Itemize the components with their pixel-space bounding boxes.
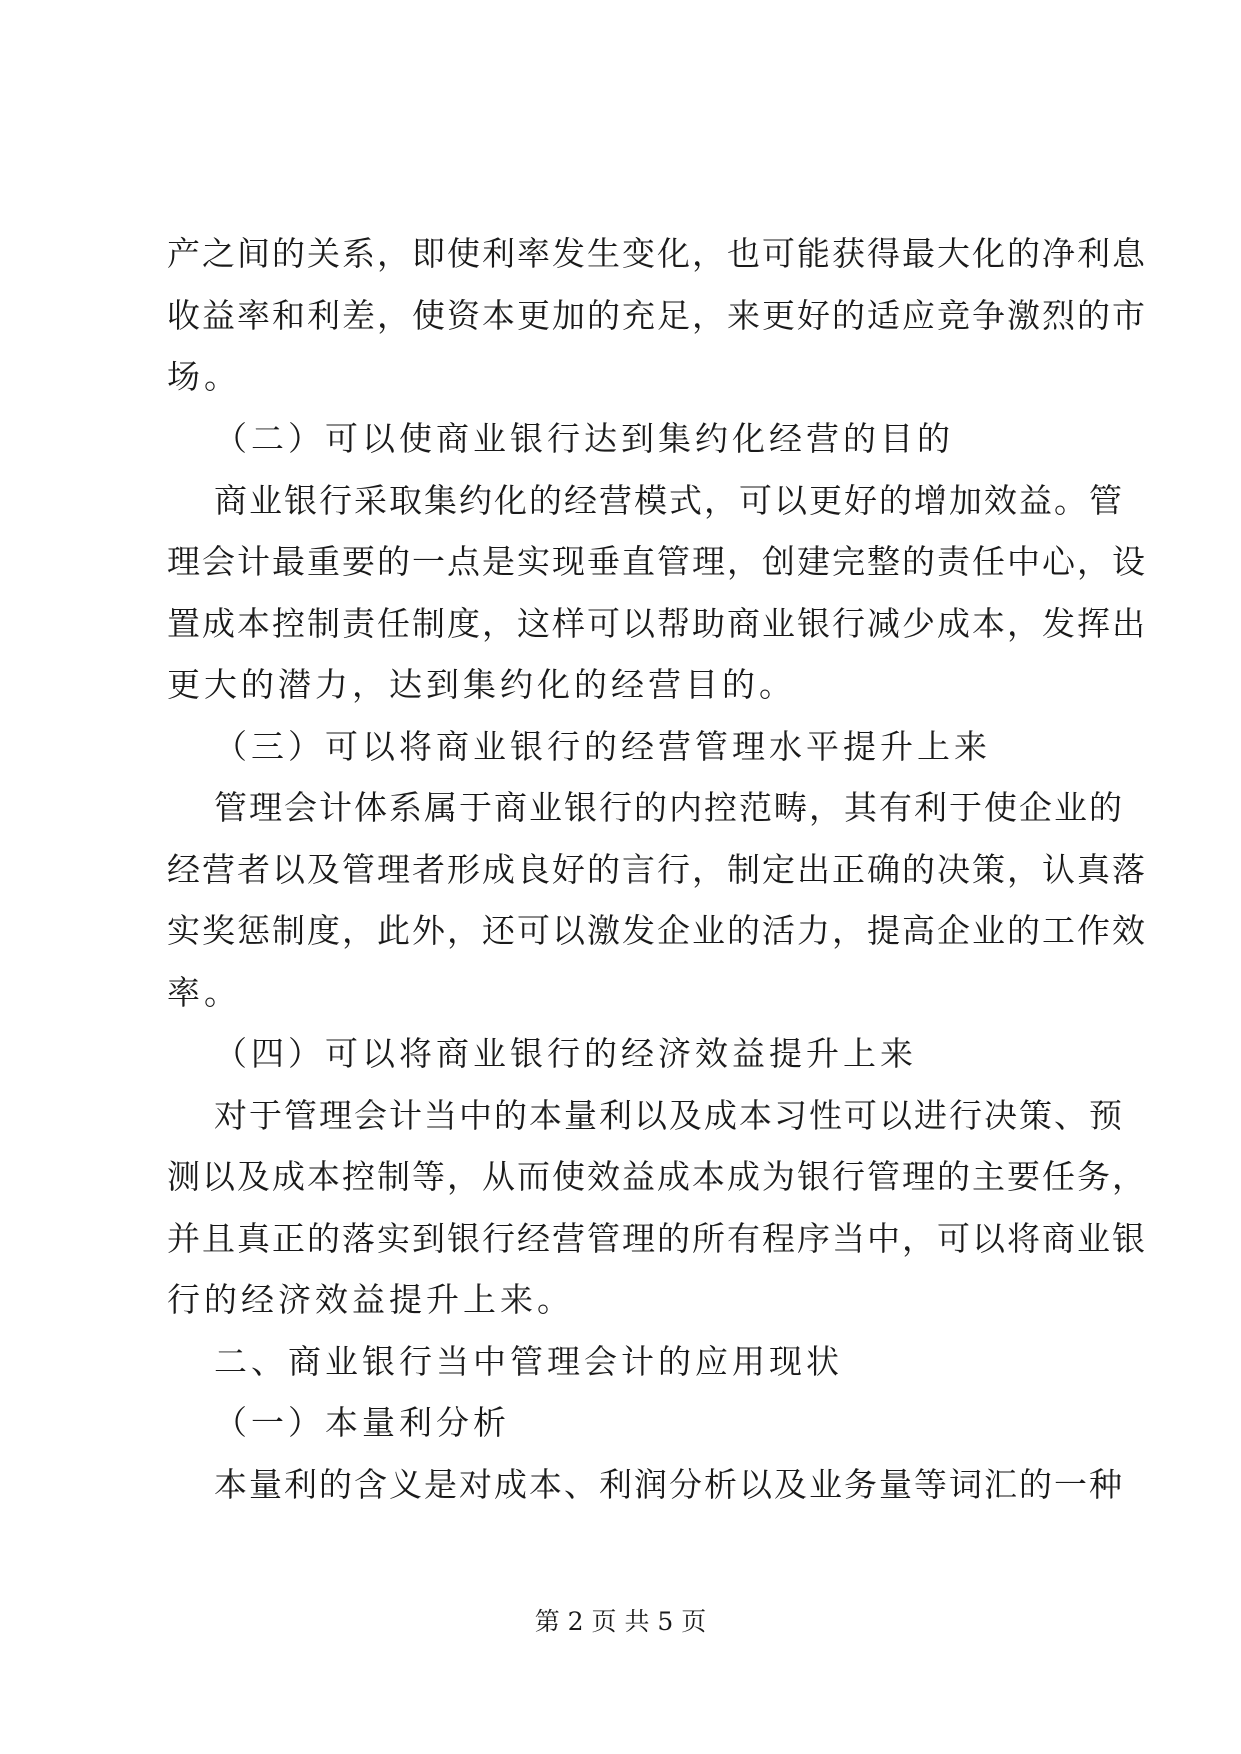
paragraph-line: 并且真正的落实到银行经营管理的所有程序当中，可以将商业银 (167, 1219, 1147, 1258)
paragraph-line: 行的经济效益提升上来。 (167, 1280, 574, 1319)
paragraph-line: 收益率和利差，使资本更加的充足，来更好的适应竞争激烈的市 (167, 296, 1147, 335)
paragraph-line: 更大的潜力，达到集约化的经营目的。 (167, 665, 796, 704)
paragraph-line: 测以及成本控制等，从而使效益成本成为银行管理的主要任务， (167, 1157, 1147, 1196)
paragraph-line: 置成本控制责任制度，这样可以帮助商业银行减少成本，发挥出 (167, 604, 1147, 643)
section-heading: （一）本量利分析 (214, 1403, 510, 1442)
paragraph-line: 场。 (167, 357, 241, 396)
section-heading: 二、商业银行当中管理会计的应用现状 (214, 1342, 843, 1381)
paragraph-line: 经营者以及管理者形成良好的言行，制定出正确的决策，认真落 (167, 850, 1147, 889)
paragraph-line: 率。 (167, 973, 241, 1012)
paragraph-line: 商业银行采取集约化的经营模式，可以更好的增加效益。管 (214, 481, 1124, 520)
section-heading: （三）可以将商业银行的经营管理水平提升上来 (214, 727, 991, 766)
paragraph-line: 实奖惩制度，此外，还可以激发企业的活力，提高企业的工作效 (167, 911, 1147, 950)
section-heading: （四）可以将商业银行的经济效益提升上来 (214, 1034, 917, 1073)
paragraph-line: 管理会计体系属于商业银行的内控范畴，其有利于使企业的 (214, 788, 1124, 827)
page-number-footer: 第 2 页 共 5 页 (534, 1607, 707, 1636)
paragraph-line: 对于管理会计当中的本量利以及成本习性可以进行决策、预 (214, 1096, 1124, 1135)
paragraph-line: 产之间的关系，即使利率发生变化，也可能获得最大化的净利息 (167, 234, 1147, 273)
paragraph-line: 本量利的含义是对成本、利润分析以及业务量等词汇的一种 (214, 1465, 1124, 1504)
paragraph-line: 理会计最重要的一点是实现垂直管理，创建完整的责任中心，设 (167, 542, 1147, 581)
section-heading: （二）可以使商业银行达到集约化经营的目的 (214, 419, 954, 458)
